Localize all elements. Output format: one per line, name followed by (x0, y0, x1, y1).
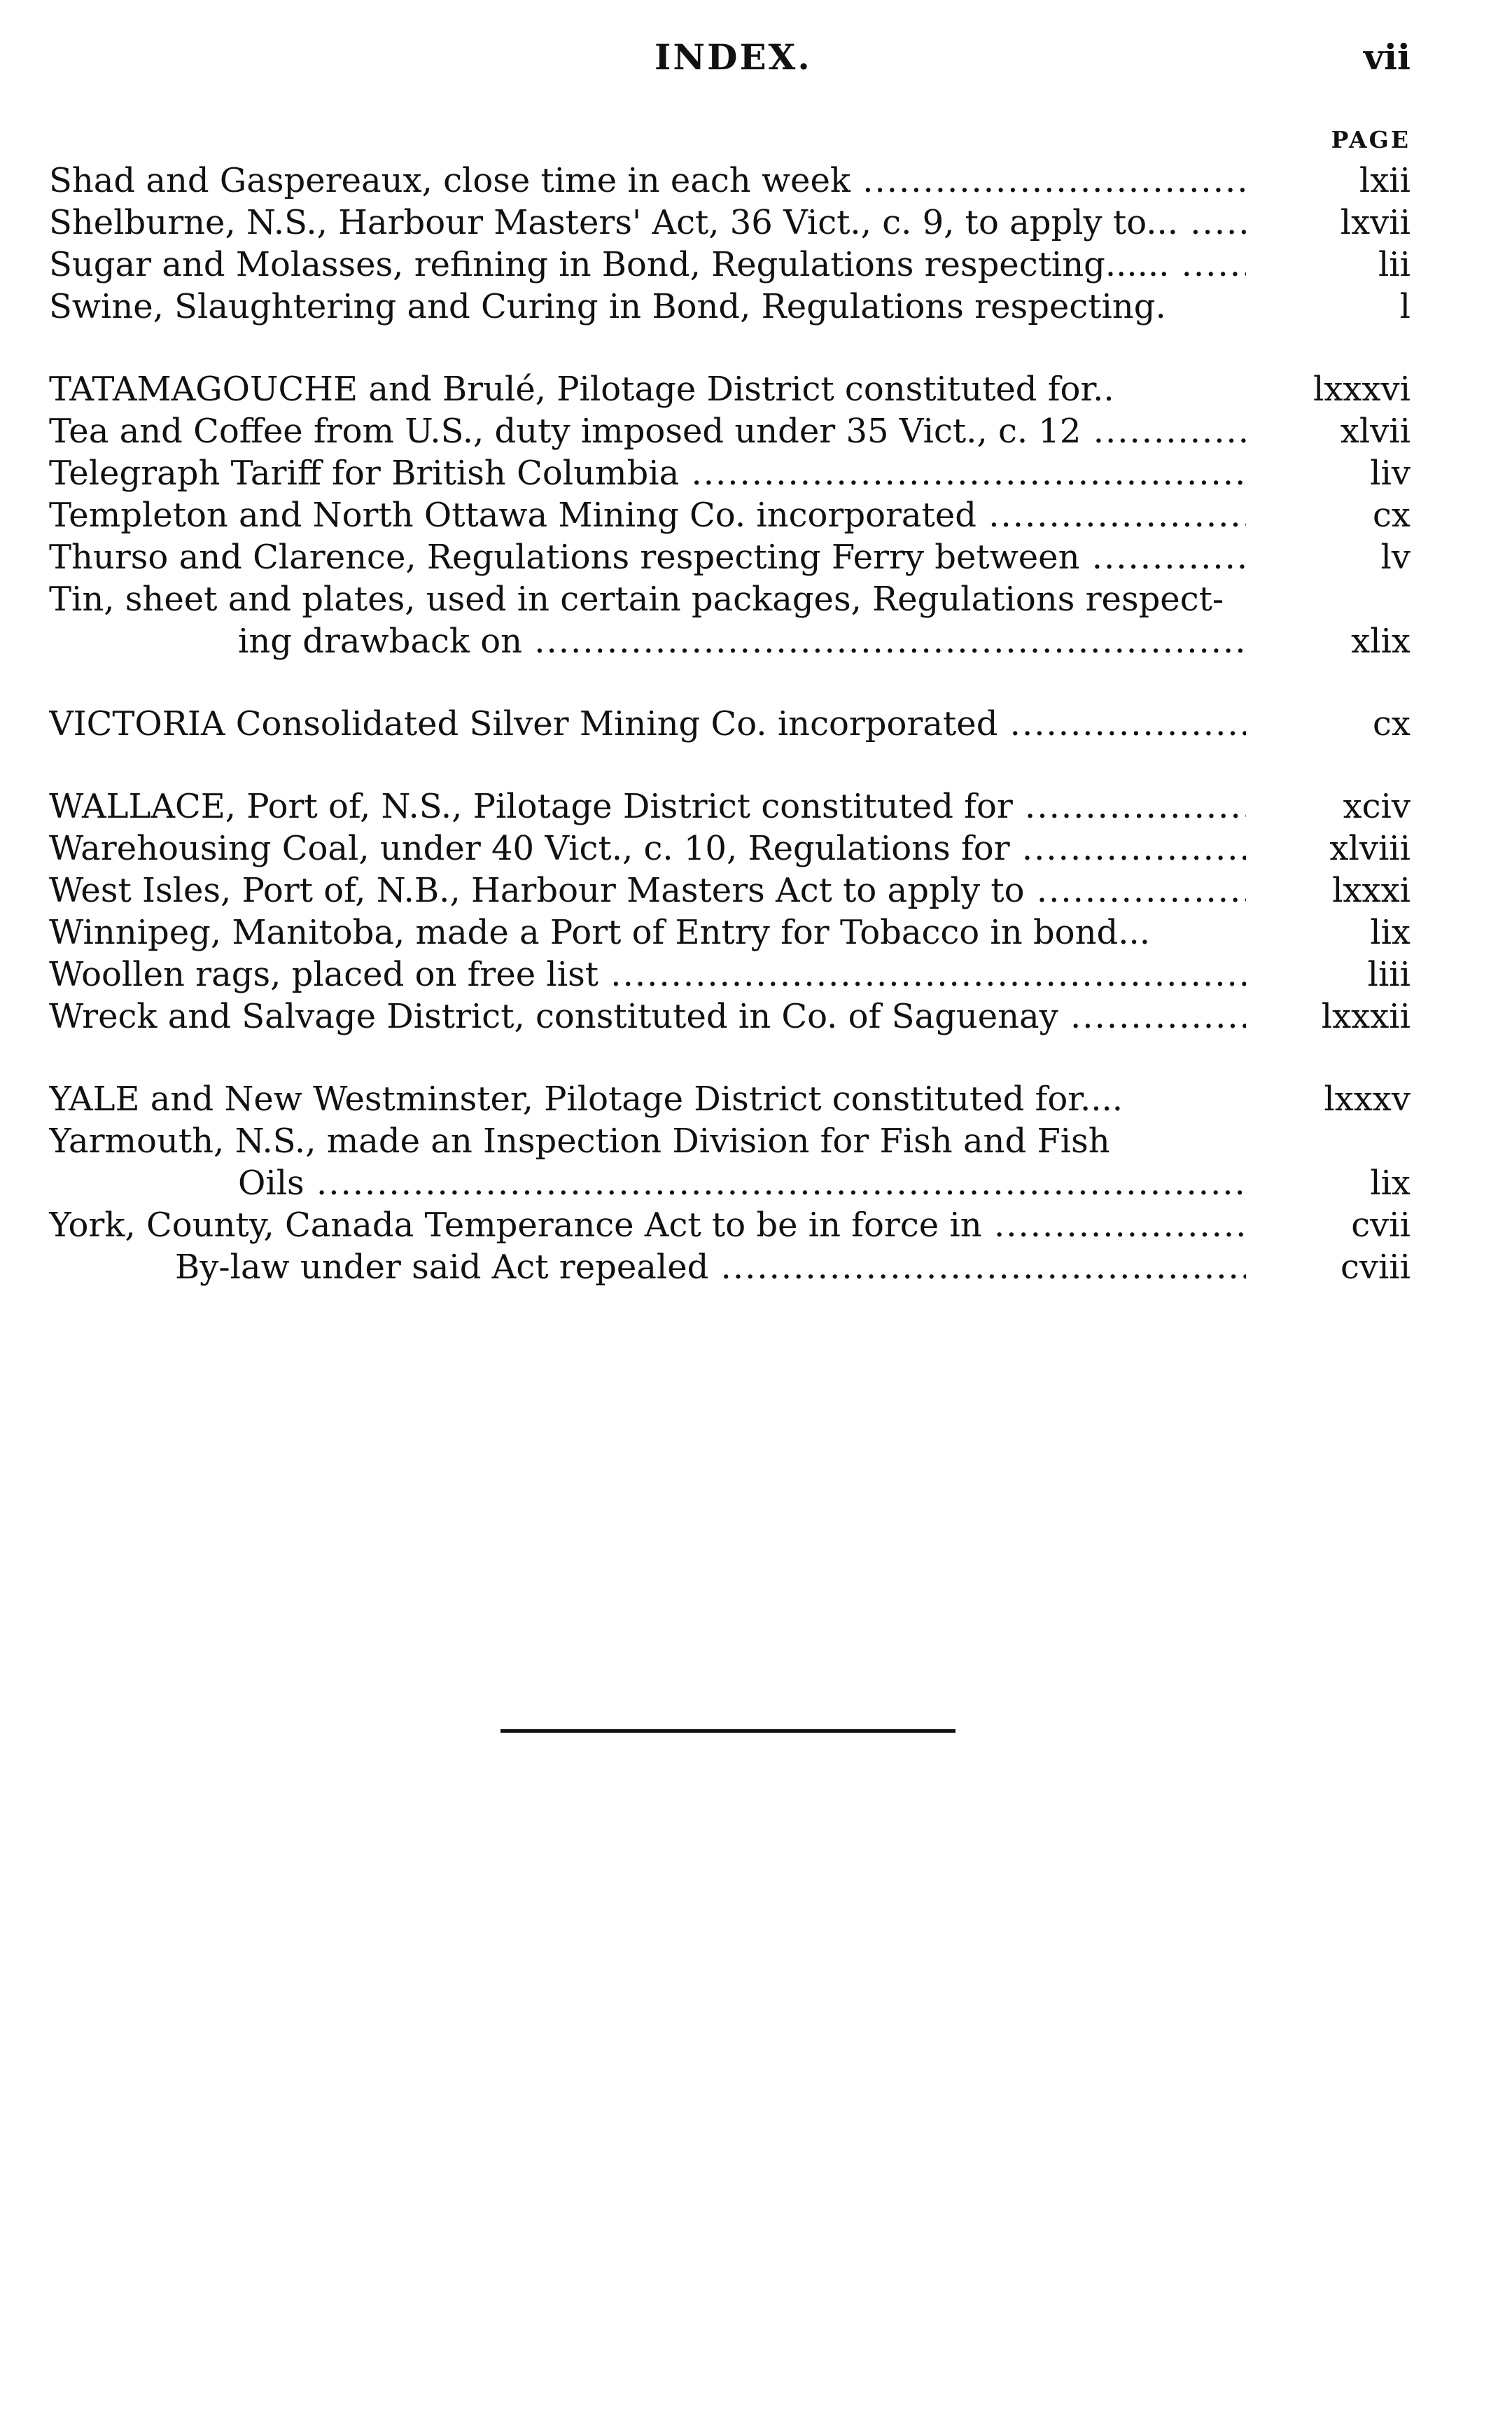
entry-page: xlix (1351, 622, 1410, 661)
entry-page: lxxxi (1332, 871, 1410, 910)
entry-text: Yarmouth, N.S., made an Inspection Division for Fish and Fish (49, 1122, 1110, 1161)
index-entry (49, 536, 1410, 578)
entry-page: cx (1373, 496, 1410, 535)
entry-text: Tea and Coffee from U.S., duty imposed under 35 Vict., c. 12 ..... (49, 410, 1246, 452)
index-entry (49, 1120, 1410, 1162)
index-entry (49, 1078, 1410, 1120)
entry-text: YALE and New Westminster, Pilotage District constituted for.... (49, 1080, 1124, 1119)
entry-text: Shad and Gaspereaux, close time in each week ..... (49, 160, 1246, 202)
entry-page: lix (1370, 913, 1410, 952)
index-entry (49, 452, 1410, 494)
entry-text: Thurso and Clarence, Regulations respecting Ferry between ..... (49, 536, 1246, 578)
index-entry (49, 578, 1410, 620)
entry-text: TATAMAGOUCHE and Brulé, Pilotage District constituted for.. (49, 370, 1114, 409)
index-entry-continuation (49, 1162, 1410, 1204)
index-entry (49, 202, 1410, 244)
closing-rule (500, 1729, 955, 1733)
entry-page: cviii (1340, 1248, 1410, 1287)
index-entry (49, 410, 1410, 452)
folio-page-number: vii (1363, 36, 1410, 78)
entry-text: Warehousing Coal, under 40 Vict., c. 10, Regulations for ..... (49, 828, 1246, 870)
index-entry (49, 494, 1410, 536)
index-entry-continuation (49, 620, 1410, 662)
entry-page: liii (1367, 955, 1410, 994)
entry-page: xlvii (1340, 412, 1410, 451)
entry-page: cvii (1351, 1206, 1410, 1245)
index-entry (49, 954, 1410, 996)
running-title: INDEX. (654, 36, 812, 78)
entry-text: Wreck and Salvage District, constituted in Co. of Saguenay ..... (49, 996, 1246, 1038)
index-group-v (49, 703, 1410, 745)
entry-page: cx (1373, 704, 1410, 743)
entry-text: Oils ..... (238, 1162, 1246, 1204)
index-group-t (49, 368, 1410, 662)
entry-text: West Isles, Port of, N.B., Harbour Masters Act to apply to ..... (49, 870, 1246, 912)
entry-text: Templeton and North Ottawa Mining Co. incorporated ..... (49, 494, 1246, 536)
index-entry (49, 996, 1410, 1038)
entry-text: VICTORIA Consolidated Silver Mining Co. incorporated ..... (49, 703, 1246, 745)
entry-page: lv (1380, 538, 1410, 577)
entry-page: lxxxvi (1312, 370, 1410, 409)
index-entry (49, 912, 1410, 954)
entry-page: lxxxv (1324, 1080, 1410, 1119)
entry-text: Woollen rags, placed on free list ..... (49, 954, 1246, 996)
index-entry (49, 703, 1410, 745)
entry-page: lxvii (1340, 203, 1410, 242)
entry-text: Winnipeg, Manitoba, made a Port of Entry for Tobacco in bond... (49, 913, 1150, 952)
index-entry-subentry (49, 1246, 1410, 1288)
entry-text: York, County, Canada Temperance Act to be in force in ..... (49, 1204, 1246, 1246)
entry-page: lxxxii (1321, 997, 1410, 1036)
entry-page: lix (1370, 1164, 1410, 1203)
entry-page: liv (1370, 454, 1410, 493)
index-entry (49, 828, 1410, 870)
index-entry (49, 870, 1410, 912)
entry-page: lii (1378, 245, 1410, 284)
index-entry (49, 160, 1410, 202)
entry-text: Tin, sheet and plates, used in certain packages, Regulations respect- (49, 580, 1224, 619)
entry-text: WALLACE, Port of, N.S., Pilotage District constituted for ..... (49, 785, 1246, 828)
index-group-w (49, 785, 1410, 1038)
index-entry (49, 368, 1410, 410)
index-group-s (49, 160, 1410, 328)
entry-text: Sugar and Molasses, refining in Bond, Regulations respecting...... ..... (49, 244, 1246, 286)
entry-page: xlviii (1329, 829, 1410, 868)
entry-text: Swine, Slaughtering and Curing in Bond, Regulations respecting. (49, 287, 1166, 326)
entry-page: lxii (1359, 161, 1410, 200)
index-entry (49, 244, 1410, 286)
entry-text: By-law under said Act repealed ..... (175, 1246, 1246, 1288)
index-entry (49, 286, 1410, 328)
index-group-y (49, 1078, 1410, 1288)
entry-text: ing drawback on ..... (238, 620, 1246, 662)
entry-page: l (1399, 287, 1410, 326)
entry-page: xciv (1343, 787, 1410, 826)
entry-text: Telegraph Tariff for British Columbia ..... (49, 452, 1246, 494)
running-head (0, 36, 1512, 92)
index-list (49, 160, 1410, 1329)
index-entry (49, 1204, 1410, 1246)
page-column-label: PAGE (1331, 126, 1410, 153)
index-entry (49, 785, 1410, 828)
entry-text: Shelburne, N.S., Harbour Masters' Act, 36 Vict., c. 9, to apply to... ..... (49, 202, 1246, 244)
